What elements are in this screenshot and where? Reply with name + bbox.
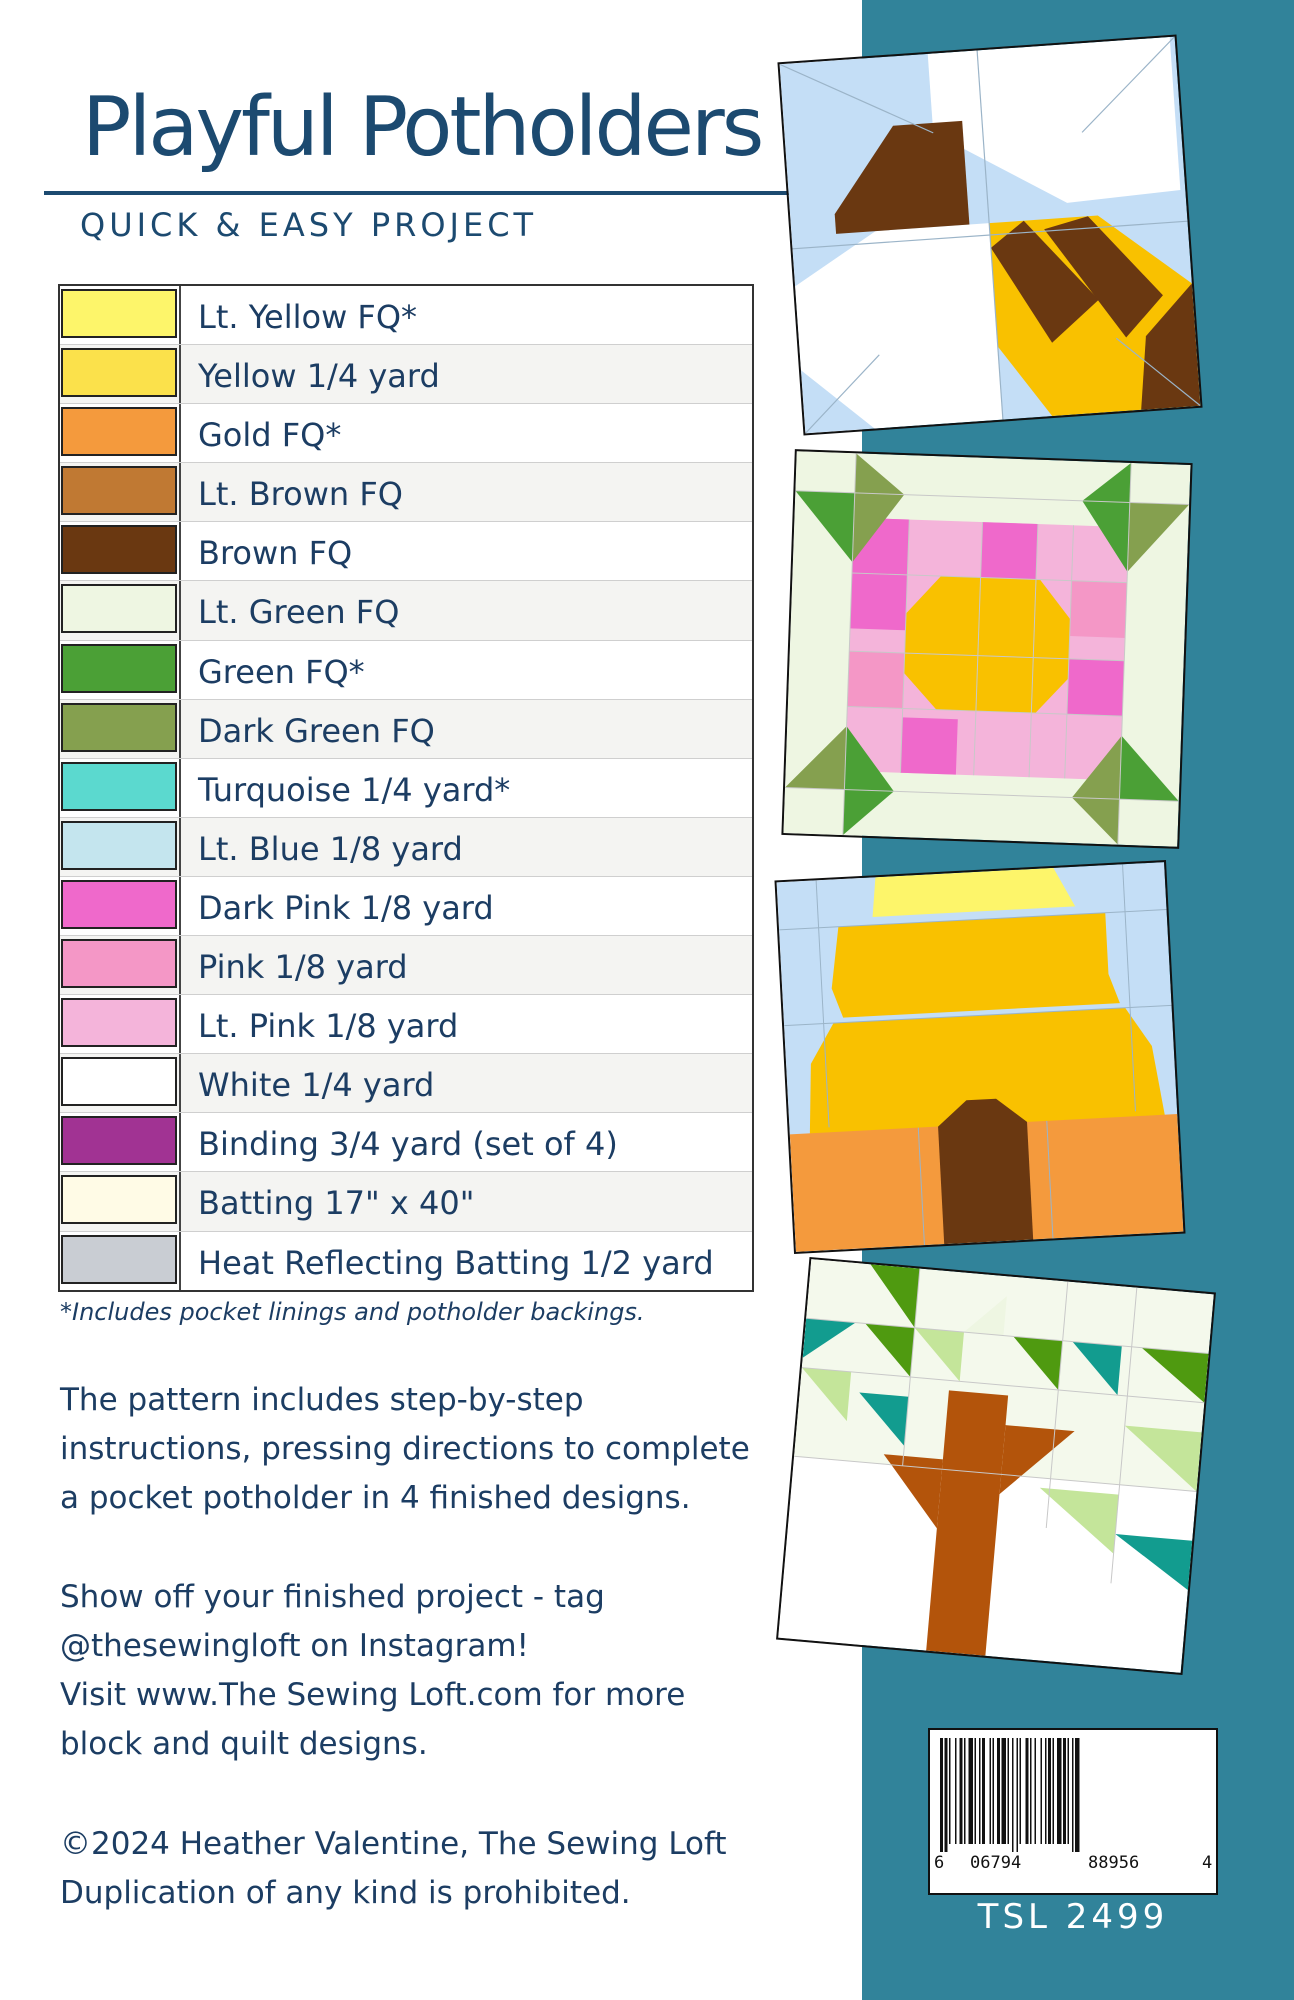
supply-row xyxy=(60,1232,752,1290)
barcode-bar xyxy=(949,1738,951,1844)
share-line: Show off your finished project - tag xyxy=(60,1579,605,1615)
barcode-bar xyxy=(955,1738,957,1844)
barcode-bar xyxy=(1063,1738,1066,1844)
supply-row xyxy=(60,818,752,877)
color-swatch xyxy=(61,880,177,929)
barcode-bar xyxy=(1002,1738,1007,1844)
barcode-bar xyxy=(945,1738,948,1852)
barcode-bar xyxy=(1020,1738,1022,1844)
barcode-bar xyxy=(960,1738,963,1844)
tree-block-image xyxy=(776,1257,1216,1675)
supply-label: Gold FQ* xyxy=(198,416,342,455)
share-paragraph xyxy=(60,1573,780,1769)
supply-label: Yellow 1/4 yard xyxy=(198,357,440,396)
barcode-bar xyxy=(1057,1738,1062,1844)
barcode-bar xyxy=(1068,1738,1070,1844)
share-line: @thesewingloft on Instagram! xyxy=(60,1628,529,1664)
page-title: Playful Potholders xyxy=(82,80,762,175)
barcode-bar xyxy=(1017,1738,1019,1852)
supply-row xyxy=(60,1113,752,1172)
copyright-paragraph xyxy=(60,1820,780,1918)
color-swatch xyxy=(61,762,177,811)
supply-label: Lt. Green FQ xyxy=(198,593,400,632)
copyright-line: Duplication of any kind is prohibited. xyxy=(60,1875,631,1911)
barcode-bars xyxy=(940,1738,1210,1852)
color-swatch xyxy=(61,584,177,633)
supply-label: Lt. Pink 1/8 yard xyxy=(198,1007,459,1046)
supply-row xyxy=(60,995,752,1054)
supply-label: Binding 3/4 yard (set of 4) xyxy=(198,1125,618,1164)
barcode-bar xyxy=(1012,1738,1014,1852)
beehive-block-image xyxy=(774,860,1185,1254)
color-swatch xyxy=(61,644,177,693)
color-swatch xyxy=(61,466,177,515)
supply-row xyxy=(60,877,752,936)
supply-label: Lt. Blue 1/8 yard xyxy=(198,829,463,868)
share-line: Visit www.The Sewing Loft.com for more xyxy=(60,1677,686,1713)
supply-row xyxy=(60,522,752,581)
color-swatch xyxy=(61,998,177,1047)
barcode-bar xyxy=(979,1738,981,1844)
supply-row xyxy=(60,404,752,463)
supply-row xyxy=(60,286,752,345)
supply-label: Brown FQ xyxy=(198,534,353,573)
supply-row xyxy=(60,759,752,818)
description-line: The pattern includes step-by-step xyxy=(60,1382,584,1418)
copyright-line: ©2024 Heather Valentine, The Sewing Loft xyxy=(60,1826,727,1862)
barcode-bar xyxy=(1075,1738,1080,1852)
barcode-bar xyxy=(997,1738,1000,1844)
supply-label: Batting 17" x 40" xyxy=(198,1184,475,1223)
color-swatch xyxy=(61,348,177,397)
product-code: TSL 2499 xyxy=(977,1897,1169,1937)
share-line: block and quilt designs. xyxy=(60,1726,428,1762)
barcode-bar xyxy=(964,1738,966,1844)
supply-label: White 1/4 yard xyxy=(198,1066,435,1105)
barcode-bar xyxy=(1026,1738,1029,1844)
barcode-digit: 88956 xyxy=(1088,1853,1140,1873)
supply-row xyxy=(60,936,752,995)
description-paragraph xyxy=(60,1376,780,1523)
supply-label: Lt. Yellow FQ* xyxy=(198,298,417,336)
supply-footnote: *Includes pocket linings and potholder backings. xyxy=(60,1298,645,1326)
barcode-bar xyxy=(1045,1738,1047,1844)
supply-label: Heat Reflecting Batting 1/2 yard xyxy=(198,1243,714,1282)
color-swatch xyxy=(61,1235,177,1284)
barcode-bar xyxy=(1072,1738,1074,1852)
color-swatch xyxy=(61,1116,177,1165)
description-line: a pocket potholder in 4 finished designs. xyxy=(60,1480,691,1516)
supply-table xyxy=(58,284,754,1292)
color-swatch xyxy=(61,407,177,456)
color-swatch xyxy=(61,1175,177,1224)
barcode-bar xyxy=(1041,1738,1043,1844)
page-subtitle: QUICK & EASY PROJECT xyxy=(80,206,538,244)
barcode-bar xyxy=(1048,1738,1051,1844)
barcode-bar xyxy=(1035,1738,1037,1844)
barcode-bar xyxy=(969,1738,974,1844)
supply-label: Turquoise 1/4 yard* xyxy=(198,770,511,809)
barcode xyxy=(928,1728,1218,1895)
barcode-bar xyxy=(1030,1738,1032,1844)
barcode-bar xyxy=(975,1738,977,1844)
supply-row xyxy=(60,700,752,759)
barcode-digit: 6 xyxy=(934,1853,945,1873)
title-divider xyxy=(44,191,794,195)
supply-row xyxy=(60,1054,752,1113)
supply-label: Green FQ* xyxy=(198,652,365,691)
barcode-bar xyxy=(1008,1738,1010,1844)
barcode-bar xyxy=(982,1738,985,1844)
barcode-digit: 06794 xyxy=(970,1853,1022,1873)
bee-block-image xyxy=(777,35,1202,436)
supply-label: Dark Pink 1/8 yard xyxy=(198,888,494,927)
barcode-digit: 4 xyxy=(1202,1853,1213,1873)
color-swatch xyxy=(61,289,177,338)
supply-label: Dark Green FQ xyxy=(198,711,435,750)
flower-block-image xyxy=(781,449,1192,849)
supply-row xyxy=(60,345,752,404)
supply-row xyxy=(60,641,752,700)
description-line: instructions, pressing directions to complete xyxy=(60,1431,750,1467)
color-swatch xyxy=(61,703,177,752)
supply-label: Lt. Brown FQ xyxy=(198,475,403,514)
supply-label: Pink 1/8 yard xyxy=(198,948,408,987)
color-swatch xyxy=(61,939,177,988)
barcode-bar xyxy=(993,1738,995,1844)
supply-row xyxy=(60,1172,752,1231)
color-swatch xyxy=(61,525,177,574)
color-swatch xyxy=(61,821,177,870)
supply-row xyxy=(60,463,752,522)
supply-row xyxy=(60,581,752,640)
barcode-bar xyxy=(940,1738,943,1852)
barcode-bar xyxy=(990,1738,992,1844)
color-swatch xyxy=(61,1057,177,1106)
barcode-bar xyxy=(1053,1738,1055,1844)
